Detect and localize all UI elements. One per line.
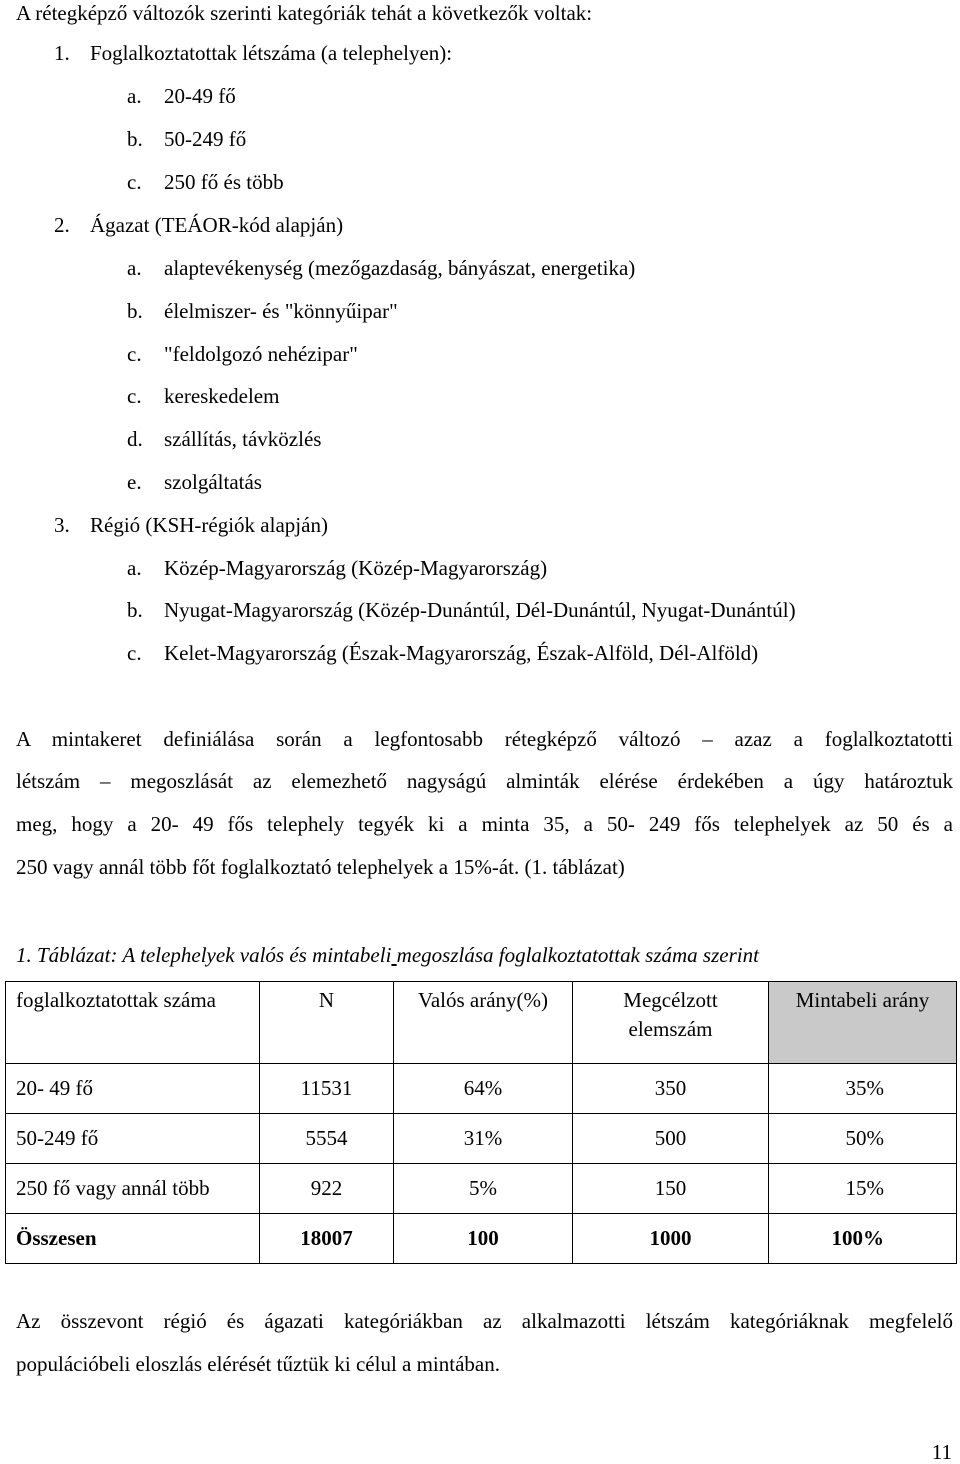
table-row (6, 1164, 957, 1214)
sub-item: c. kereskedelem (127, 384, 280, 408)
sub-item: b. élelmiszer- és "könnyűipar" (127, 299, 398, 323)
sub-item: a. 20-49 fő (127, 84, 236, 108)
page-number: 11 (931, 1440, 952, 1464)
table-cell: 11531 (260, 1064, 394, 1114)
list-number: 3. (54, 513, 70, 537)
data-table (5, 981, 957, 1264)
table-cell: 500 (573, 1114, 769, 1164)
paragraph-line: Az összevont régió és ágazati kategóriákban az alkalmazotti létszám kategóriáknak megfelelő (16, 1309, 953, 1333)
table-cell: 350 (573, 1064, 769, 1114)
sub-item: d. szállítás, távközlés (127, 427, 322, 451)
table-cell: 100 (394, 1214, 573, 1264)
table-cell: 150 (573, 1164, 769, 1214)
table-cell: 64% (394, 1064, 573, 1114)
sub-item: a. Közép-Magyarország (Közép-Magyarország) (127, 556, 548, 580)
table-cell: 5% (394, 1164, 573, 1214)
paragraph-line: 250 vagy annál több főt foglalkoztató telephelyek a 15%-át. (1. táblázat) (16, 855, 625, 879)
table-cell: 50-249 fő (6, 1114, 260, 1164)
table-cell: 50% (769, 1114, 957, 1164)
list-label: Régió (KSH-régiók alapján) (90, 513, 328, 537)
column-header: foglalkoztatottak száma (6, 982, 260, 1064)
sub-item: c. 250 fő és több (127, 170, 284, 194)
table-row (6, 1064, 957, 1114)
table-cell: 250 fő vagy annál több (6, 1164, 260, 1214)
column-header: Valós arány(%) (394, 982, 573, 1064)
table-cell: 1000 (573, 1214, 769, 1264)
sub-item: a. alaptevékenység (mezőgazdaság, bányászat, energetika) (127, 256, 636, 280)
sub-item: b. 50-249 fő (127, 127, 247, 151)
paragraph-line: A mintakeret definiálása során a legfontosabb rétegképző változó – azaz a foglalkoztatotti (16, 727, 953, 751)
table-cell: 15% (769, 1164, 957, 1214)
list-number: 1. (54, 41, 70, 65)
paragraph-line: meg, hogy a 20- 49 fős telephely tegyék ki a minta 35, a 50- 249 fős telephelyek az 50 és a (16, 812, 953, 836)
table-cell: 31% (394, 1114, 573, 1164)
table-cell: 18007 (260, 1214, 394, 1264)
intro-text: A rétegképző változók szerinti kategóriák tehát a következők voltak: (16, 1, 593, 25)
column-header: Megcélzott elemszám (573, 982, 769, 1064)
column-header: Mintabeli arány (769, 982, 957, 1064)
table-caption: 1. Táblázat: A telephelyek valós és mintabeli megoszlása foglalkoztatottak száma szerint (16, 943, 759, 967)
table-cell: 5554 (260, 1114, 394, 1164)
list-label: Foglalkoztatottak létszáma (a telephelyen): (90, 41, 453, 65)
list-item-1 (54, 43, 452, 64)
list-item-3 (54, 515, 328, 536)
table-cell: 100% (769, 1214, 957, 1264)
paragraph-line: létszám – megoszlását az elemezhető nagyságú alminták elérése érdekében a úgy határoztuk (16, 769, 953, 793)
sub-item: c. "feldolgozó nehézipar" (127, 342, 358, 366)
table-cell: 20- 49 fő (6, 1064, 260, 1114)
sub-item: e. szolgáltatás (127, 470, 262, 494)
table-cell: 35% (769, 1064, 957, 1114)
table-cell: Összesen (6, 1214, 260, 1264)
sub-item: b. Nyugat-Magyarország (Közép-Dunántúl, Dél-Dunántúl, Nyugat-Dunántúl) (127, 598, 796, 622)
table-total-row (6, 1214, 957, 1264)
table-cell: 922 (260, 1164, 394, 1214)
paragraph-line: populációbeli eloszlás elérését tűztük ki célul a mintában. (16, 1352, 500, 1376)
list-number: 2. (54, 213, 70, 237)
table-header-row (6, 982, 957, 1064)
list-label: Ágazat (TEÁOR-kód alapján) (90, 213, 344, 237)
list-item-2 (54, 215, 343, 236)
table-row (6, 1114, 957, 1164)
sub-item: c. Kelet-Magyarország (Észak-Magyarország, Észak-Alföld, Dél-Alföld) (127, 641, 759, 665)
column-header: N (260, 982, 394, 1064)
